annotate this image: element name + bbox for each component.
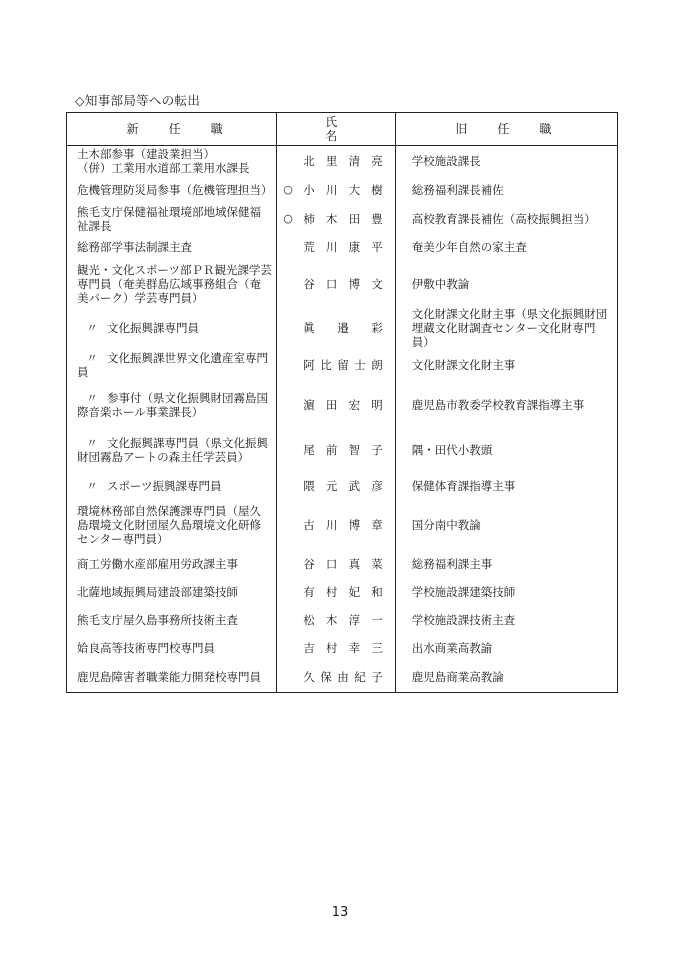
new-post-cell: 北薩地域振興局建設部建築技師: [77, 585, 238, 599]
transfer-table: [66, 112, 618, 693]
name-cell: [276, 634, 396, 662]
table-row: [67, 204, 617, 234]
old-post-cell: 文化財課文化財主事（県文化振興財団埋蔵文化財調査センター文化財専門員）: [411, 307, 608, 349]
person-name: 阿 比 留 士 朗: [303, 358, 383, 372]
old-post-cell: 学校施設課建築技師: [411, 585, 516, 599]
new-appointment-mark: ○: [283, 212, 293, 225]
person-name: 濵 田 宏 明: [303, 398, 383, 412]
person-name: 眞 邉 彩: [303, 321, 383, 335]
person-name: 久 保 由 紀 子: [303, 670, 383, 684]
name-cell: [276, 500, 396, 550]
old-post-cell: 総務福利課長補佐: [411, 183, 504, 197]
name-cell: [276, 260, 396, 308]
table-row: [67, 606, 617, 634]
header-new-post: 新任職: [126, 122, 253, 136]
new-post-cell: 危機管理防災局参事（危機管理担当）: [77, 183, 273, 197]
person-name: 小 川 大 樹: [303, 183, 383, 197]
person-name: 谷 口 博 文: [303, 277, 383, 291]
old-post-cell: 総務福利課主事: [411, 557, 493, 571]
section-heading: ◇知事部局等への転出: [75, 93, 201, 108]
old-post-cell: 奄美少年自然の家主査: [411, 240, 527, 254]
table-row: [67, 146, 617, 176]
new-post-cell: 〃 文化振興課世界文化遺産室専門員: [77, 351, 268, 379]
new-post-cell: 〃 スポーツ振興課専門員: [86, 479, 222, 493]
table-row: [67, 428, 617, 472]
new-post-cell: 姶良高等技術専門校専門員: [77, 641, 215, 655]
old-post-cell: 伊敷中教論: [411, 277, 470, 291]
old-post-cell: 学校施設課技術主査: [411, 613, 516, 627]
name-cell: [276, 382, 396, 428]
table-row: [67, 234, 617, 260]
new-post-cell: 総務部学事法制課主査: [77, 240, 192, 254]
person-name: 隈 元 武 彦: [303, 479, 383, 493]
person-name: 古 川 博 章: [303, 518, 383, 532]
header-old-post: 旧任職: [455, 122, 582, 136]
table-header: [67, 113, 617, 146]
table-row: [67, 348, 617, 382]
name-cell: [276, 176, 396, 204]
name-cell: [276, 662, 396, 692]
new-post-cell: 〃 参事付（県文化振興財団霧島国際音楽ホール事業課長）: [77, 391, 268, 419]
table-row: [67, 308, 617, 348]
name-cell: [276, 308, 396, 348]
person-name: 有 村 妃 和: [303, 585, 383, 599]
person-name: 尾 前 智 子: [303, 443, 383, 457]
name-cell: [276, 428, 396, 472]
person-name: 吉 村 幸 三: [303, 641, 383, 655]
person-name: 谷 口 真 菜: [303, 557, 383, 571]
person-name: 北 里 清 亮: [303, 154, 383, 168]
new-post-cell: 土木部参事（建設業担当） （併）工業用水道部工業用水課長: [77, 147, 250, 175]
name-cell: [276, 472, 396, 500]
name-cell: [276, 578, 396, 606]
old-post-cell: 国分南中教論: [411, 518, 481, 532]
old-post-cell: 学校施設課長: [411, 154, 481, 168]
table-row: [67, 578, 617, 606]
new-post-cell: 観光・文化スポーツ部ＰＲ観光課学芸専門員（奄美群島広域事務組合（奄美パーク）学芸専門員）: [77, 263, 273, 305]
new-post-cell: 鹿児島障害者職業能力開発校専門員: [77, 670, 261, 684]
name-cell: [276, 204, 396, 234]
header-name: 氏名: [276, 113, 396, 145]
new-post-cell: 〃 文化振興課専門員: [86, 321, 199, 335]
table-row: [67, 662, 617, 692]
table-row: [67, 634, 617, 662]
table-row: [67, 472, 617, 500]
old-post-cell: 文化財課文化財主事: [411, 358, 516, 372]
table-row: [67, 176, 617, 204]
person-name: 松 木 淳 一: [303, 613, 383, 627]
old-post-cell: 隅・田代小教頭: [411, 443, 493, 457]
table-row: [67, 260, 617, 308]
name-cell: [276, 234, 396, 260]
old-post-cell: 高校教育課長補佐（高校振興担当）: [411, 212, 596, 226]
new-post-cell: 〃 文化振興課専門員（県文化振興財団霧島アートの森主任学芸員）: [77, 436, 268, 464]
old-post-cell: 保健体育課指導主事: [411, 479, 516, 493]
person-name: 荒 川 康 平: [303, 240, 383, 254]
new-post-cell: 熊毛支庁屋久島事務所技術主査: [77, 613, 238, 627]
new-post-cell: 商工労働水産部雇用労政課主事: [77, 557, 238, 571]
page-number: 13: [331, 905, 349, 920]
name-cell: [276, 146, 396, 176]
new-post-cell: 熊毛支庁保健福祉環境部地域保健福祉課長: [77, 205, 261, 233]
name-cell: [276, 348, 396, 382]
new-appointment-mark: ○: [283, 183, 293, 196]
old-post-cell: 鹿児島市教委学校教育課指導主事: [411, 398, 585, 412]
table-row: [67, 382, 617, 428]
table-row: [67, 500, 617, 550]
name-cell: [276, 606, 396, 634]
old-post-cell: 鹿児島商業高教論: [411, 670, 504, 684]
old-post-cell: 出水商業高教諭: [411, 641, 493, 655]
new-post-cell: 環境林務部自然保護課専門員（屋久島環境文化財団屋久島環境文化研修センター専門員）: [77, 504, 261, 546]
name-cell: [276, 550, 396, 578]
person-name: 柿 木 田 豊: [303, 212, 383, 226]
table-row: [67, 550, 617, 578]
table-body: [67, 146, 617, 692]
